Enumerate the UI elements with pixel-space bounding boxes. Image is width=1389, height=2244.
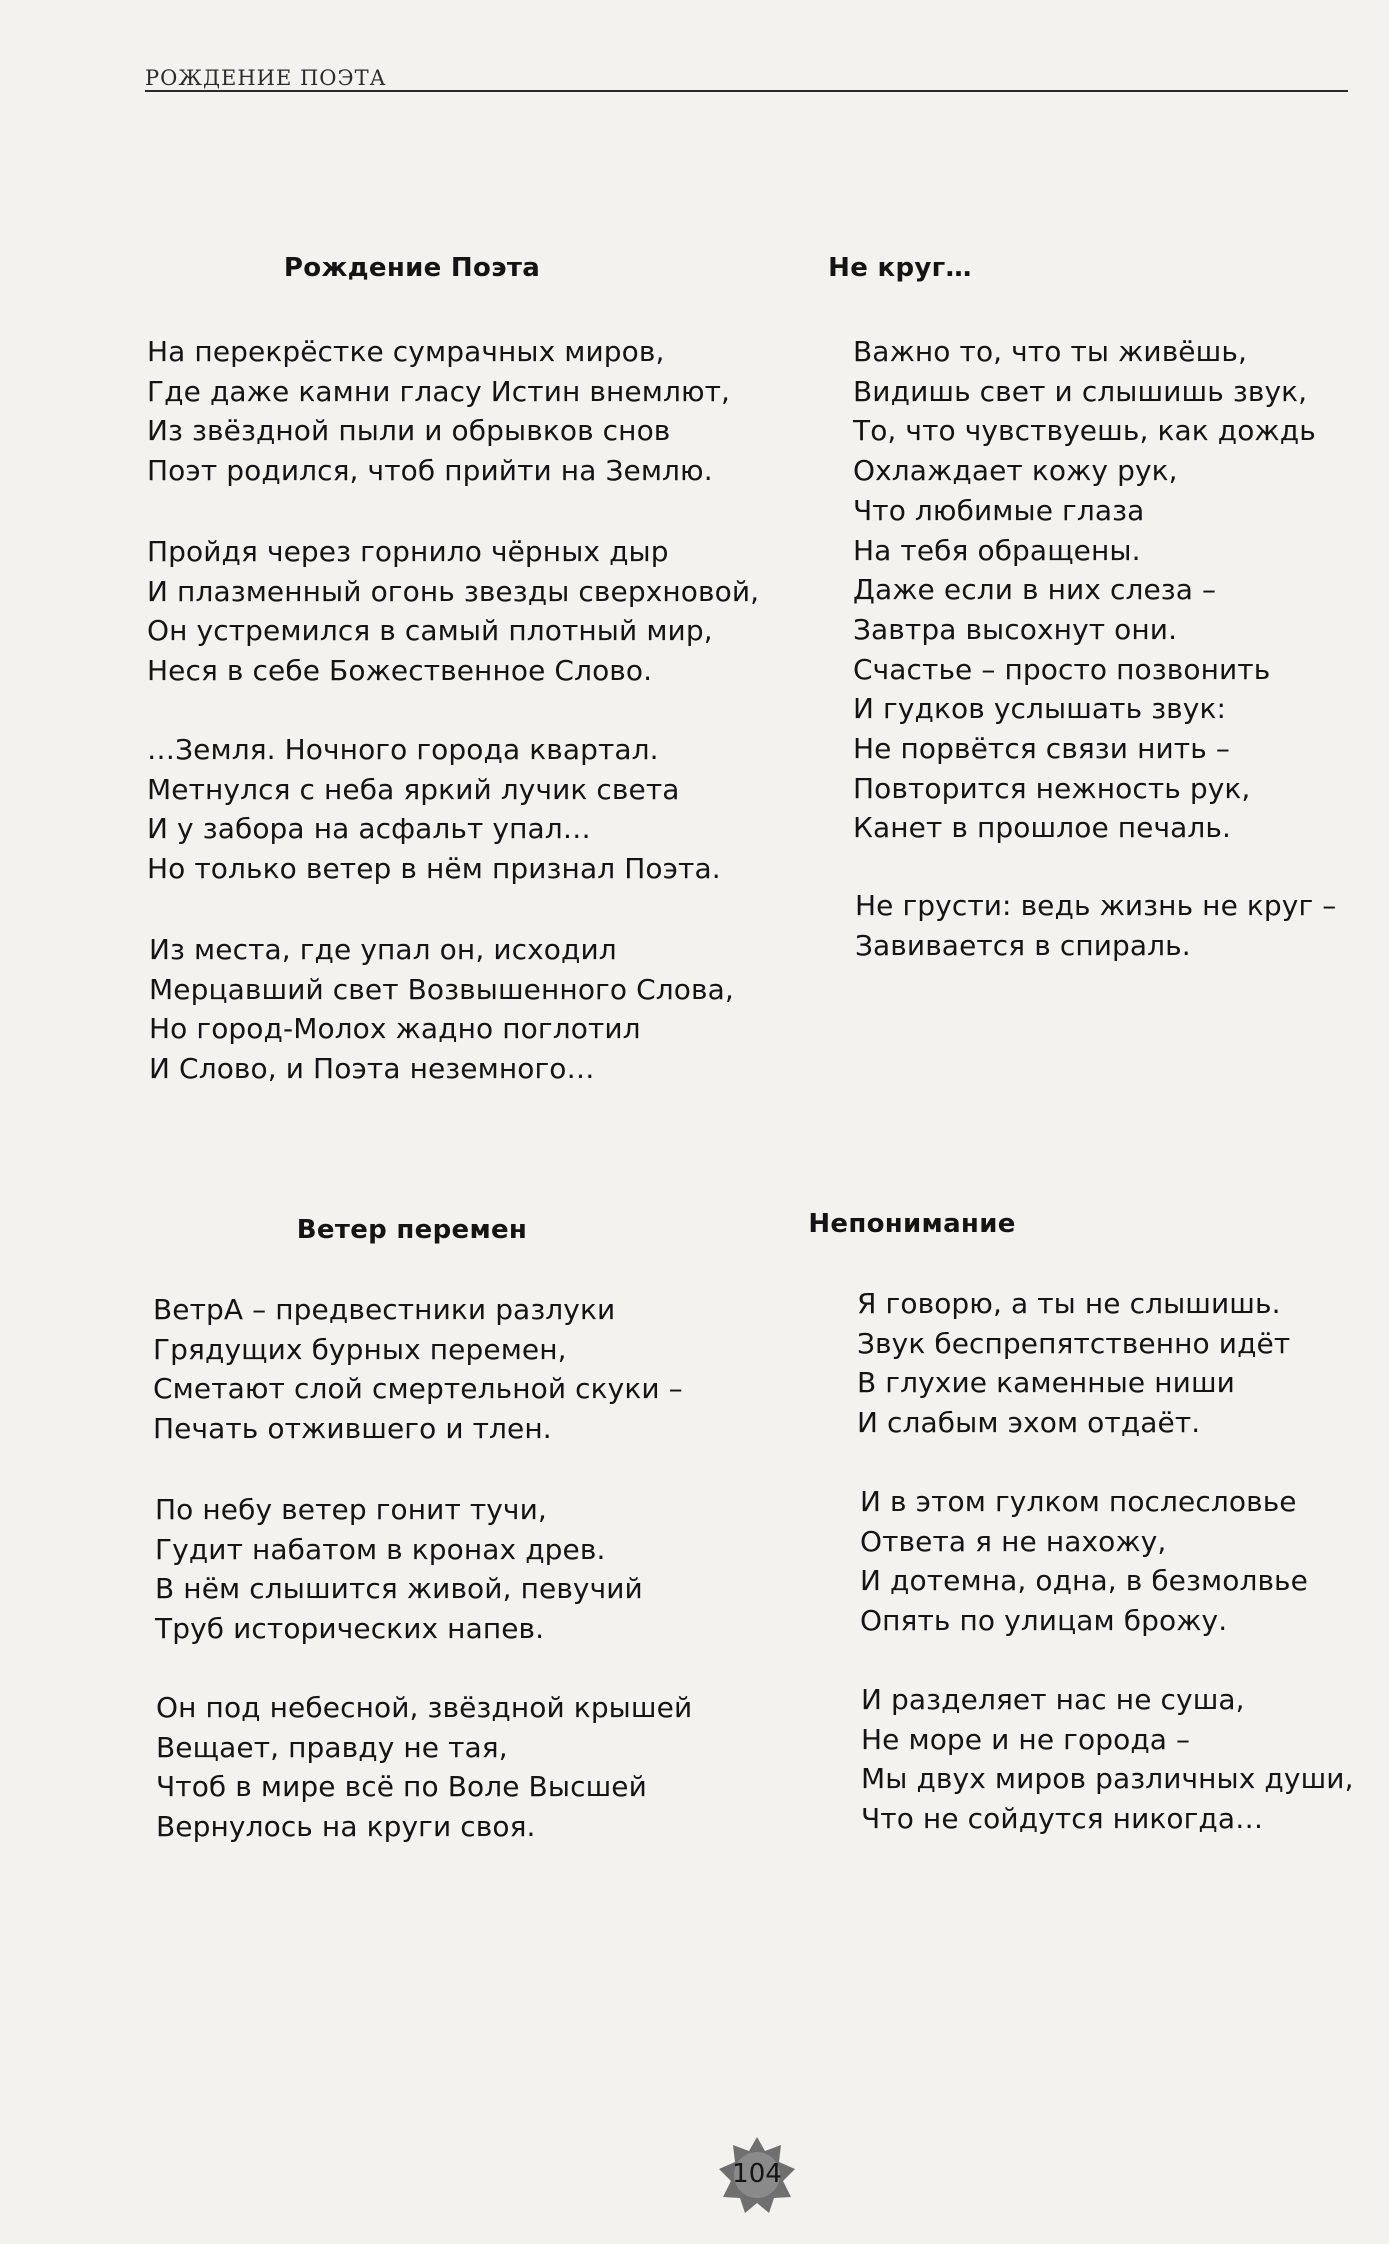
- stanza: [149, 930, 734, 1089]
- poem-line: Что любимые глаза: [853, 493, 1145, 527]
- page-number: 104: [732, 2159, 782, 2189]
- poem-line: Счастье – просто позвонить: [853, 652, 1271, 686]
- poem-line: Опять по улицам брожу.: [860, 1604, 1228, 1638]
- poem-line: Видишь свет и слышишь звук,: [853, 374, 1308, 408]
- poem-title: Ветер перемен: [296, 1215, 528, 1245]
- poem-line: Даже если в них слеза –: [853, 573, 1217, 607]
- poem-line: Пройдя через горнило чёрных дыр: [147, 535, 669, 568]
- stanza: [147, 532, 759, 691]
- poem-line: И слабым эхом отдаёт.: [857, 1406, 1201, 1440]
- poem-line: Вещает, правду не тая,: [156, 1730, 508, 1764]
- poem-line: Но город-Молох жадно поглотил: [149, 1012, 641, 1046]
- stanza: [860, 1482, 1308, 1641]
- poem-line: И плазменный огонь звезды сверхновой,: [147, 574, 760, 608]
- poem-line: Труб исторических напев.: [155, 1612, 545, 1646]
- page-number-badge: [717, 2135, 797, 2215]
- poem-line: Что не сойдутся никогда…: [861, 1802, 1264, 1836]
- poem-line: Гудит набатом в кронах древ.: [155, 1532, 606, 1566]
- stanza: [853, 332, 1316, 848]
- poem-line: Мерцавший свет Возвышенного Слова,: [149, 972, 734, 1006]
- poem-line: Звук беспрепятственно идёт: [857, 1326, 1291, 1360]
- poem-line: В нём слышится живой, певучий: [155, 1572, 643, 1606]
- poem-line: Поэт родился, чтоб прийти на Землю.: [147, 454, 713, 488]
- poem-line: Чтоб в мире всё по Воле Высшей: [156, 1770, 647, 1804]
- poem-line: И гудков услышать звук:: [853, 692, 1226, 726]
- poem-line: И у забора на асфальт упал…: [147, 812, 591, 846]
- poem-title: Непонимание: [808, 1209, 1016, 1239]
- poem-line: Метнулся с неба яркий лучик света: [147, 772, 680, 806]
- stanza: [855, 886, 1336, 965]
- stanza: [147, 332, 730, 491]
- poem-title: Рождение Поэта: [283, 253, 541, 283]
- poem-line: Из звёздной пыли и обрывков снов: [147, 414, 671, 448]
- poem-line: И в этом гулком послесловье: [860, 1485, 1297, 1518]
- stanza: [153, 1290, 683, 1449]
- poem-line: Он устремился в самый плотный мир,: [147, 614, 713, 648]
- poem-line: Неся в себе Божественное Слово.: [147, 654, 653, 688]
- poem-line: То, что чувствуешь, как дождь: [853, 414, 1316, 448]
- stanza: [857, 1284, 1290, 1443]
- running-header: [145, 66, 1348, 92]
- poem-line: Мы двух миров различных души,: [861, 1762, 1354, 1796]
- poem-line: Печать отжившего и тлен.: [153, 1412, 552, 1446]
- running-title: РОЖДЕНИЕ ПОЭТА: [145, 66, 387, 90]
- poem-line: Но только ветер в нём признал Поэта.: [147, 852, 721, 886]
- poem-line: По небу ветер гонит тучи,: [155, 1493, 547, 1526]
- poem-line: И Слово, и Поэта неземного…: [149, 1052, 595, 1086]
- poem-line: …Земля. Ночного города квартал.: [147, 733, 659, 766]
- poem-line: И дотемна, одна, в безмолвье: [860, 1564, 1308, 1598]
- poem-line: Где даже камни гласу Истин внемлют,: [147, 374, 731, 408]
- poem-line: Важно то, что ты живёшь,: [853, 335, 1247, 368]
- poem-line: Не грусти: ведь жизнь не круг –: [855, 889, 1337, 922]
- poem-line: Завтра высохнут они.: [853, 612, 1178, 646]
- poem-line: Не море и не города –: [861, 1722, 1191, 1756]
- poem-line: В глухие каменные ниши: [857, 1366, 1235, 1400]
- poem-line: ВетрА – предвестники разлуки: [153, 1293, 616, 1326]
- poem-line: Повторится нежность рук,: [853, 771, 1251, 805]
- poem-line: На тебя обращены.: [853, 533, 1141, 567]
- poem-line: Охлаждает кожу рук,: [853, 454, 1178, 488]
- stanza: [155, 1490, 643, 1649]
- stanza: [156, 1688, 692, 1847]
- poem-title: Не круг…: [828, 253, 972, 283]
- poem-line: Из места, где упал он, исходил: [149, 933, 617, 966]
- stanza: [861, 1680, 1354, 1839]
- poem-line: На перекрёстке сумрачных миров,: [147, 335, 665, 368]
- poem-line: Завивается в спираль.: [855, 928, 1191, 962]
- poem-line: Он под небесной, звёздной крышей: [156, 1691, 693, 1724]
- poem-line: Сметают слой смертельной скуки –: [153, 1372, 683, 1406]
- poem-line: Я говорю, а ты не слышишь.: [857, 1287, 1281, 1320]
- poem-line: И разделяет нас не суша,: [861, 1683, 1245, 1716]
- poem-line: Вернулось на круги своя.: [156, 1810, 536, 1844]
- poem-line: Грядущих бурных перемен,: [153, 1332, 567, 1366]
- poem-line: Канет в прошлое печаль.: [853, 811, 1232, 845]
- stanza: [147, 730, 721, 889]
- poem-line: Не порвётся связи нить –: [853, 732, 1230, 766]
- poem-line: Ответа я не нахожу,: [860, 1524, 1167, 1558]
